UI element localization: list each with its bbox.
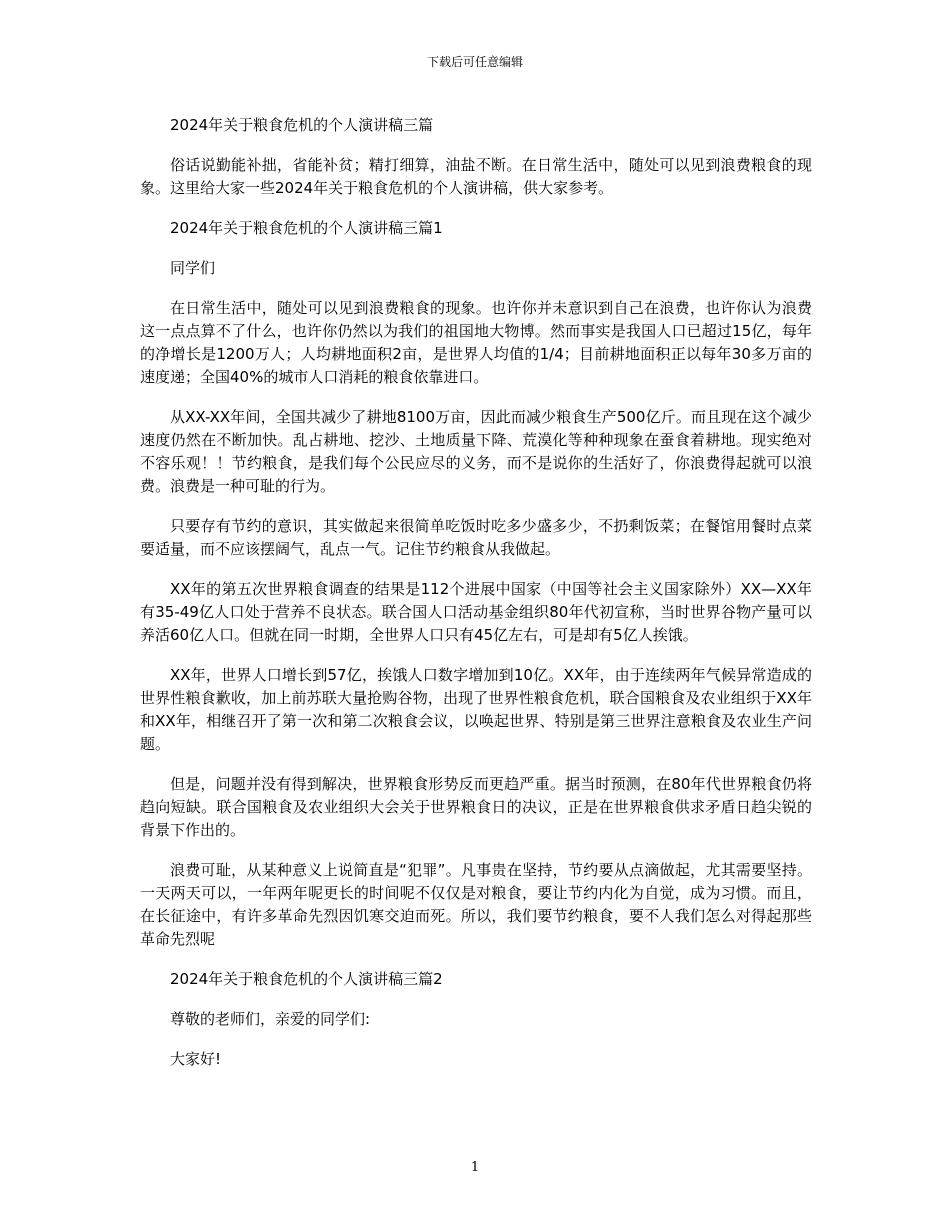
body-paragraph: 从XX-XX年间，全国共减少了耕地8100万亩，因此而减少粮食生产500亿斤。而且现在这个减少速度仍然在不断加快。乱占耕地、挖沙、土地质量下降、荒漠化等种种现象在蚕食着耕地。现实绝对不容乐观！！节约粮食，是我们每个公民应尽的义务，而不是说你的生活好了，你浪费得起就可以浪费。浪费是一种可耻的行为。 (140, 408, 812, 495)
body-paragraph: 浪费可耻，从某种意义上说简直是“犯罪”。凡事贵在坚持，节约要从点滴做起，尤其需要坚持。一天两天可以，一年两年呢更长的时间呢不仅仅是对粮食，要让节约内化为自觉，成为习惯。而且，在长征途中，有许多革命先烈因饥寒交迫而死。所以，我们要节约粮食，要不人我们怎么对得起那些革命先烈呢 (140, 861, 812, 948)
body-paragraph: 在日常生活中，随处可以见到浪费粮食的现象。也许你并未意识到自己在浪费，也许你认为浪费这一点点算不了什么，也许你仍然以为我们的祖国地大物博。然而事实是我国人口已超过15亿，每年的净增长是1200万人；人均耕地面积2亩，是世界人均值的1/4；目前耕地面积正以每年30多万亩的速度递；全国40%的城市人口消耗的粮食依靠进口。 (140, 299, 812, 386)
page-number: 1 (470, 1160, 480, 1175)
page-header: 下载后可任意编辑 (426, 55, 523, 69)
body-paragraph: XX年的第五次世界粮食调查的结果是112个进展中国家（中国等社会主义国家除外）XX—XX年有35-49亿人口处于营养不良状态。联合国人口活动基金组织80年代初宣称，当时世界谷物产量可以养活60亿人口。但就在同一时期，全世界人口只有45亿左右，可是却有5亿人挨饿。 (140, 580, 812, 644)
greeting: 大家好! (170, 1050, 222, 1068)
salutation-2: 尊敬的老师们，亲爱的同学们: (170, 1010, 371, 1028)
salutation-1: 同学们 (170, 259, 216, 277)
section-heading-1: 2024年关于粮食危机的个人演讲稿三篇1 (170, 219, 443, 237)
document-title: 2024年关于粮食危机的个人演讲稿三篇 (170, 116, 434, 134)
body-paragraph: 只要存有节约的意识，其实做起来很简单吃饭时吃多少盛多少，不扔剩饭菜；在餐馆用餐时点菜要适量，而不应该摆阔气，乱点一气。记住节约粮食从我做起。 (140, 517, 812, 558)
body-paragraph: 但是，问题并没有得到解决，世界粮食形势反而更趋严重。据当时预测，在80年代世界粮食仍将趋向短缺。联合国粮食及农业组织大会关于世界粮食日的决议，正是在世界粮食供求矛盾日趋尖锐的背景下作出的。 (140, 775, 812, 839)
body-paragraph: XX年，世界人口增长到57亿，挨饿人口数字增加到10亿。XX年，由于连续两年气候异常造成的世界性粮食歉收，加上前苏联大量抢购谷物，出现了世界性粮食危机，联合国粮食及农业组织于XX年和XX年，相继召开了第一次和第二次粮食会议，以唤起世界、特别是第三世界注意粮食及农业生产问题。 (140, 666, 812, 753)
section-heading-2: 2024年关于粮食危机的个人演讲稿三篇2 (170, 970, 443, 988)
intro-paragraph: 俗话说勤能补拙，省能补贫；精打细算，油盐不断。在日常生活中，随处可以见到浪费粮食的现象。这里给大家一些2024年关于粮食危机的个人演讲稿，供大家参考。 (140, 156, 812, 197)
document-body (140, 114, 812, 1088)
